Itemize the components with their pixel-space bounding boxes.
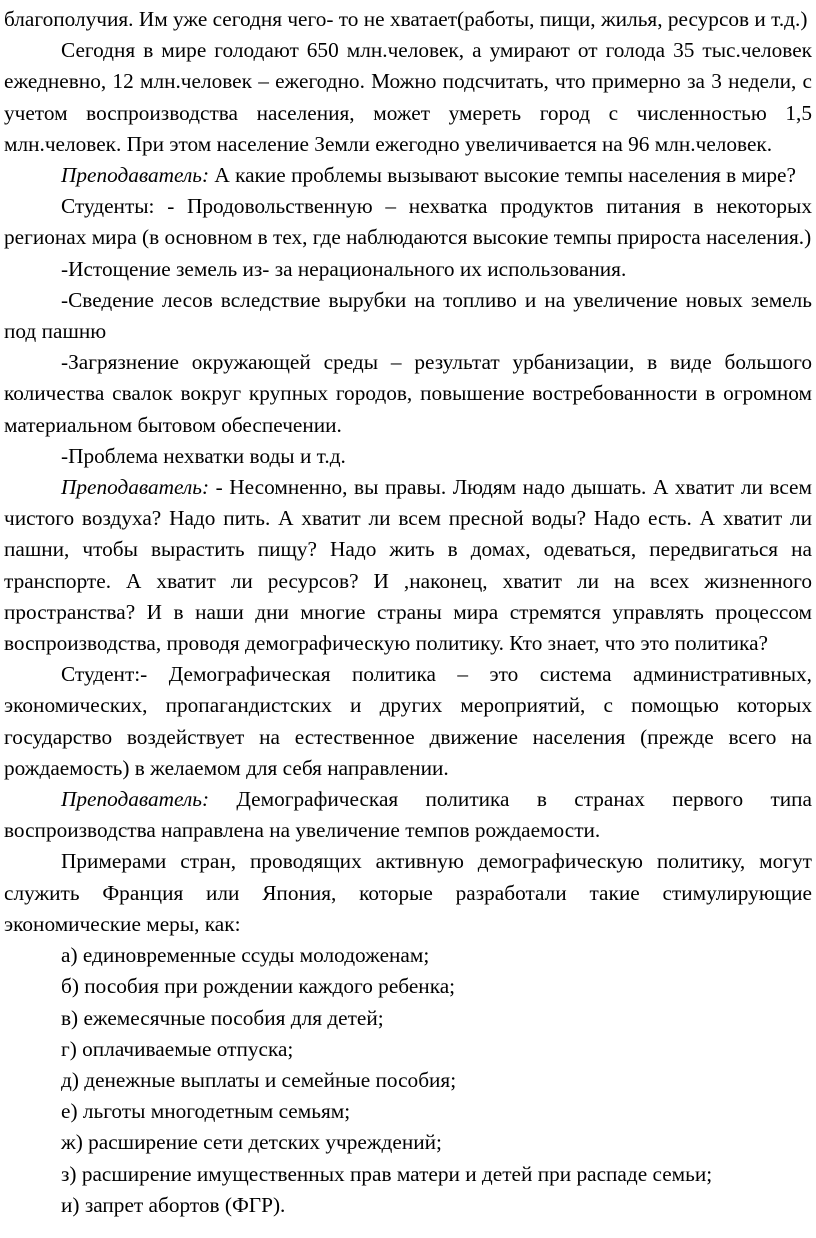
list-item: б) пособия при рождении каждого ребенка; [61, 974, 456, 999]
paragraph-teacher-policy [4, 784, 812, 846]
paragraph-land-depletion: -Истощение земель из- за нерационального их использования. [61, 256, 627, 281]
list-item: з) расширение имущественных прав матери и детей при распаде семьи; [61, 1161, 713, 1186]
paragraph-hunger-statistics: Сегодня в мире голодают 650 млн.человек, а умирают от голода 35 тыс.человек ежедневно, 12 млн.человек – ежегодно. Можно подсчитать, что примерно за 3 недели, с учетом воспроизводства населения, может умереть город с численностью 1,5 млн.человек. При этом население Земли ежегодно увеличивается на 96 млн.человек. [4, 38, 812, 156]
paragraph-pollution: -Загрязнение окружающей среды – результат урбанизации, в виде большого количества свалок вокруг крупных городов, повышение востребованности в огромном материальном бытовом обеспечении. [4, 350, 812, 437]
list-item: а) единовременные ссуды молодоженам; [61, 943, 430, 968]
paragraph-water-shortage: -Проблема нехватки воды и т.д. [61, 443, 346, 468]
list-item: е) льготы многодетным семьям; [61, 1099, 351, 1124]
list-item: в) ежемесячные пособия для детей; [61, 1005, 384, 1030]
list-item: д) денежные выплаты и семейные пособия; [61, 1067, 457, 1092]
paragraph-teacher-resources [4, 472, 812, 659]
speaker-label: Преподаватель: [61, 787, 210, 812]
paragraph-students-answer: Студенты: - Продовольственную – нехватка продуктов питания в некоторых регионах мира (в основном в тех, где наблюдаются высокие темпы прироста населения.) [4, 194, 812, 250]
paragraph-continuation: благополучия. Им уже сегодня чего- то не хватает(работы, пищи, жилья, ресурсов и т.д.) [4, 7, 808, 31]
speaker-label: Преподаватель: [61, 475, 210, 500]
paragraph-text: - Несомненно, вы правы. Людям надо дышать. А хватит ли всем чистого воздуха? Надо пить. А хватит ли всем пресной воды? Надо есть. А хватит ли пашни, чтобы вырастить пищу? Надо жить в домах, одеваться, передвигаться на транспорте. А хватит ли ресурсов? И ,наконец, хватит ли на всех жизненного пространства? И в наши дни многие страны мира стремятся управлять процессом воспроизводства, проводя демографическую политику. Кто знает, что это политика? [4, 475, 812, 656]
paragraph-deforestation: -Сведение лесов вследствие вырубки на топливо и на увеличение новых земель под пашню [4, 287, 812, 344]
paragraph-teacher-question-problems [4, 160, 812, 191]
paragraph-text: А какие проблемы вызывают высокие темпы населения в мире? [209, 163, 796, 188]
paragraph-student-definition: Студент:- Демографическая политика – это система административных, экономических, пропагандистских и других мероприятий, с помощью которых государство воздействует на естественное движение населения (прежде всего на рождаемость) в желаемом для себя направлении. [4, 662, 812, 780]
list-item: и) запрет абортов (ФГР). [61, 1192, 286, 1217]
list-item: ж) расширение сети детских учреждений; [61, 1130, 442, 1155]
paragraph-examples-intro: Примерами стран, проводящих активную демографическую политику, могут служить Франция или Япония, которые разработали такие стимулирующие экономические меры, как: [4, 849, 812, 936]
paragraph-text: Демографическая политика в странах первого типа воспроизводства направлена на увеличение темпов рождаемости. [4, 787, 812, 843]
list-item: г) оплачиваемые отпуска; [61, 1036, 294, 1061]
speaker-label: Преподаватель: [61, 163, 210, 188]
